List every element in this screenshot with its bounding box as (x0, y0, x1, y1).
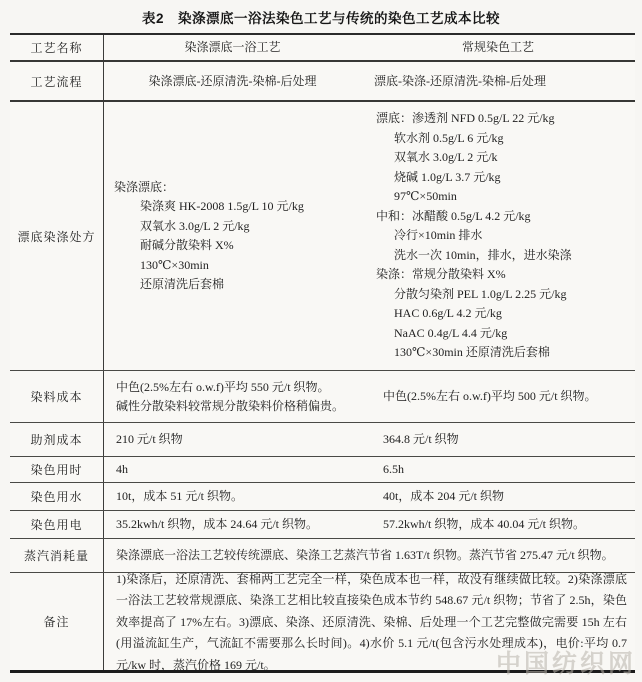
row-label-steam: 蒸汽消耗量 (10, 539, 104, 572)
table-row-dyeing-power (10, 511, 635, 539)
dye-cost-line: 碱性分散染料较常规分散染料价格稍偏贵。 (116, 398, 345, 413)
cell-power-conventional: 57.2kwh/t 织物，成本 40.04 元/t 织物。 (383, 517, 586, 531)
recipe-line: NaAC 0.4g/L 4.4 元/kg (394, 325, 508, 340)
recipe-line: 双氧水 3.0g/L 2 元/k (394, 150, 498, 165)
row-label-dyeing-power: 染色用电 (10, 511, 104, 538)
recipe-line: HAC 0.6g/L 4.2 元/kg (394, 306, 502, 321)
table-row-recipe (10, 102, 635, 371)
table-row-dye-cost (10, 371, 635, 423)
cell-time-one-bath: 4h (116, 462, 128, 476)
recipe-line: 染涤漂底： (114, 179, 175, 194)
row-label-dyeing-time: 染色用时 (10, 457, 104, 482)
dye-cost-line: 中色(2.5%左右 o.w.f)平均 550 元/t 织物。 (116, 379, 330, 394)
cell-dye-cost-conventional: 中色(2.5%左右 o.w.f)平均 500 元/t 织物。 (383, 389, 597, 403)
cell-flow-conventional: 漂底-染涤-还原清洗-染棉-后处理 (374, 73, 546, 88)
recipe-line: 洗水一次 10min，排水，进水染涤 (394, 247, 572, 262)
cell-auxiliary-one-bath: 210 元/t 织物 (116, 432, 183, 446)
site-watermark: 中国纺织网 (495, 650, 636, 678)
recipe-line: 分散匀染剂 PEL 1.0g/L 2.25 元/kg (394, 286, 567, 301)
recipe-line: 130℃×30min 还原清洗后套棉 (394, 345, 550, 360)
cell-dye-cost-one-bath (104, 371, 373, 422)
table-row-process-name (10, 35, 635, 62)
cell-steam-text: 染涤漂底一浴法工艺较传统漂底、染涤工艺蒸汽节省 1.63T/t 织物。蒸汽节省 275.47 元/t 织物。 (116, 548, 614, 562)
row-label-recipe: 漂底染涤处方 (10, 102, 104, 370)
cell-recipe-conventional (361, 102, 635, 370)
row-label-process-flow: 工艺流程 (10, 62, 104, 100)
table-row-remarks (10, 573, 635, 670)
cell-water-conventional: 40t，成本 204 元/t 织物 (383, 489, 505, 503)
recipe-line: 漂底：渗透剂 NFD 0.5g/L 22 元/kg (376, 111, 555, 126)
recipe-line: 还原清洗后套棉 (140, 277, 225, 291)
row-label-process-name: 工艺名称 (10, 35, 104, 60)
row-label-dye-cost: 染料成本 (10, 371, 104, 422)
col-header-one-bath: 染涤漂底一浴工艺 (184, 40, 281, 54)
recipe-line: 染涤爽 HK-2008 1.5g/L 10 元/kg (140, 199, 304, 213)
recipe-line: 烧碱 1.0g/L 3.7 元/kg (394, 169, 501, 184)
recipe-line: 130℃×30min (140, 257, 209, 272)
table-row-auxiliary-cost (10, 423, 635, 457)
cell-water-one-bath: 10t，成本 51 元/t 织物。 (116, 489, 244, 503)
cell-recipe-one-bath (104, 102, 361, 370)
col-header-conventional: 常规染色工艺 (461, 40, 534, 54)
cell-flow-one-bath: 染涤漂底-还原清洗-染棉-后处理 (148, 73, 317, 88)
cell-auxiliary-conventional: 364.8 元/t 织物 (383, 432, 459, 446)
table-row-process-flow (10, 62, 635, 102)
recipe-line: 冷行×10min 排水 (394, 228, 483, 243)
recipe-line: 软水剂 0.5g/L 6 元/kg (394, 130, 504, 145)
table-title: 表2 染涤漂底一浴法染色工艺与传统的染色工艺成本比较 (141, 11, 500, 26)
recipe-line: 中和：冰醋酸 0.5g/L 4.2 元/kg (376, 208, 531, 223)
table-row-dyeing-time (10, 457, 635, 483)
cell-time-conventional: 6.5h (383, 462, 404, 476)
comparison-table (10, 33, 635, 673)
row-label-auxiliary-cost: 助剂成本 (10, 423, 104, 456)
row-label-remarks: 备注 (10, 573, 104, 670)
recipe-line: 染涤：常规分散染料 X% (376, 267, 506, 282)
cell-power-one-bath: 35.2kwh/t 织物，成本 24.64 元/t 织物。 (116, 517, 319, 531)
row-label-dyeing-water: 染色用水 (10, 483, 104, 510)
table-row-dyeing-water (10, 483, 635, 511)
recipe-line: 耐碱分散染料 X% (140, 238, 234, 252)
recipe-line: 97℃×50min (394, 189, 457, 204)
cell-remarks-text: 1)染涤后，还原清洗、套棉两工艺完全一样，染色成本也一样，故没有继续做比较。2)染涤漂底一浴法工艺较常规漂底、染涤工艺相比较直接染色成本节约 548.67 元/t 织物；节省了 2.5h，染色效率提高了 17%左右。3)漂底、染涤、还原清洗、染棉、后处理一个工艺完整做完需要 15h 左右(用溢流缸生产，气流缸不需要那么长时间)。4)水价 5.1 元/t(包含污水处理成本)，电价:平均 0.7 元/kw 时，蒸汽价格 169 元/t。 (116, 571, 627, 672)
recipe-line: 双氧水 3.0g/L 2 元/kg (140, 218, 250, 233)
